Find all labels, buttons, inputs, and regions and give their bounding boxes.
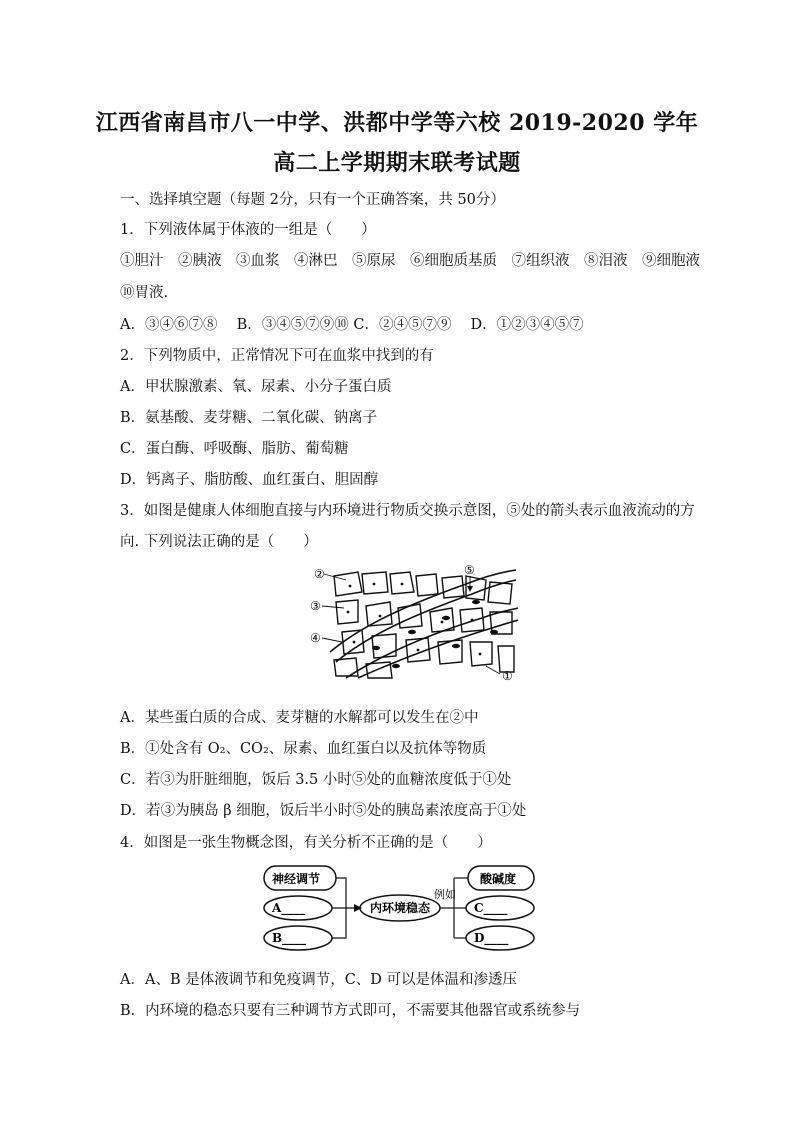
- concept-label-a: A____: [272, 901, 306, 915]
- question-1-stem: 1．下列液体属于体液的一组是（ ）: [120, 222, 376, 238]
- concept-label-c: C____: [474, 901, 508, 915]
- concept-label-homeostasis: 内环境稳态: [370, 901, 431, 915]
- question-1-options: A．③④⑥⑦⑧ B．③④⑤⑦⑨⑩ C．②④⑤⑦⑨ D．①②③④⑤⑦: [120, 317, 584, 333]
- question-2-option-b: B．氨基酸、麦芽糖、二氧化碳、钠离子: [120, 410, 378, 426]
- question-4-stem: 4．如图是一张生物概念图，有关分析不正确的是（ ）: [120, 835, 492, 851]
- question-3-option-d: D．若③为胰岛 β 细胞，饭后半小时⑤处的胰岛素浓度高于①处: [120, 803, 527, 819]
- question-1-items-cont: ⑩胃液.: [120, 285, 169, 301]
- concept-label-ph: 酸碱度: [480, 872, 517, 886]
- figure-label-2: ②: [314, 567, 325, 581]
- question-2-option-d: D．钙离子、脂肪酸、血红蛋白、胆固醇: [120, 472, 379, 488]
- question-3-option-b: B．①处含有 O₂、CO₂、尿素、血红蛋白以及抗体等物质: [120, 741, 487, 757]
- title-line-2: 高二上学期期末联考试题: [273, 150, 521, 176]
- question-3-stem-cont: 向. 下列说法正确的是（ ）: [120, 534, 318, 550]
- concept-map-figure: [258, 862, 538, 954]
- question-2-option-a: A．甲状腺激素、氧、尿素、小分子蛋白质: [120, 379, 392, 395]
- figure-label-5: ⑤: [464, 563, 475, 577]
- title-line-1: 江西省南昌市八一中学、洪都中学等六校 2019-2020 学年: [95, 110, 699, 136]
- concept-label-example: 例如: [434, 888, 456, 901]
- question-2-option-c: C．蛋白酶、呼吸酶、脂肪、葡萄糖: [120, 441, 349, 457]
- section-heading: 一、选择填空题（每题 2分，只有一个正确答案，共 50分）: [120, 192, 505, 208]
- question-3-stem: 3．如图是健康人体细胞直接与内环境进行物质交换示意图，⑤处的箭头表示血液流动的方: [120, 503, 695, 519]
- question-4-option-a: A．A、B 是体液调节和免疫调节，C、D 可以是体温和渗透压: [120, 972, 518, 988]
- concept-label-neural: 神经调节: [272, 872, 321, 886]
- question-3-option-c: C．若③为肝脏细胞，饭后 3.5 小时⑤处的血糖浓度低于①处: [120, 772, 512, 788]
- question-2-stem: 2．下列物质中，正常情况下可在血浆中找到的有: [120, 348, 434, 364]
- cell-exchange-figure: [306, 562, 522, 686]
- figure-label-4: ④: [310, 631, 321, 645]
- question-1-items: ①胆汁 ②胰液 ③血浆 ④淋巴 ⑤原尿 ⑥细胞质基质 ⑦组织液 ⑧泪液 ⑨细胞液: [120, 253, 700, 269]
- figure-label-1: ①: [502, 669, 513, 683]
- figure-label-3: ③: [310, 599, 321, 613]
- concept-label-b: B____: [272, 931, 307, 945]
- concept-label-d: D____: [474, 931, 509, 945]
- question-4-option-b: B．内环境的稳态只要有三种调节方式即可，不需要其他器官或系统参与: [120, 1003, 581, 1019]
- question-3-option-a: A．某些蛋白质的合成、麦芽糖的水解都可以发生在②中: [120, 710, 479, 726]
